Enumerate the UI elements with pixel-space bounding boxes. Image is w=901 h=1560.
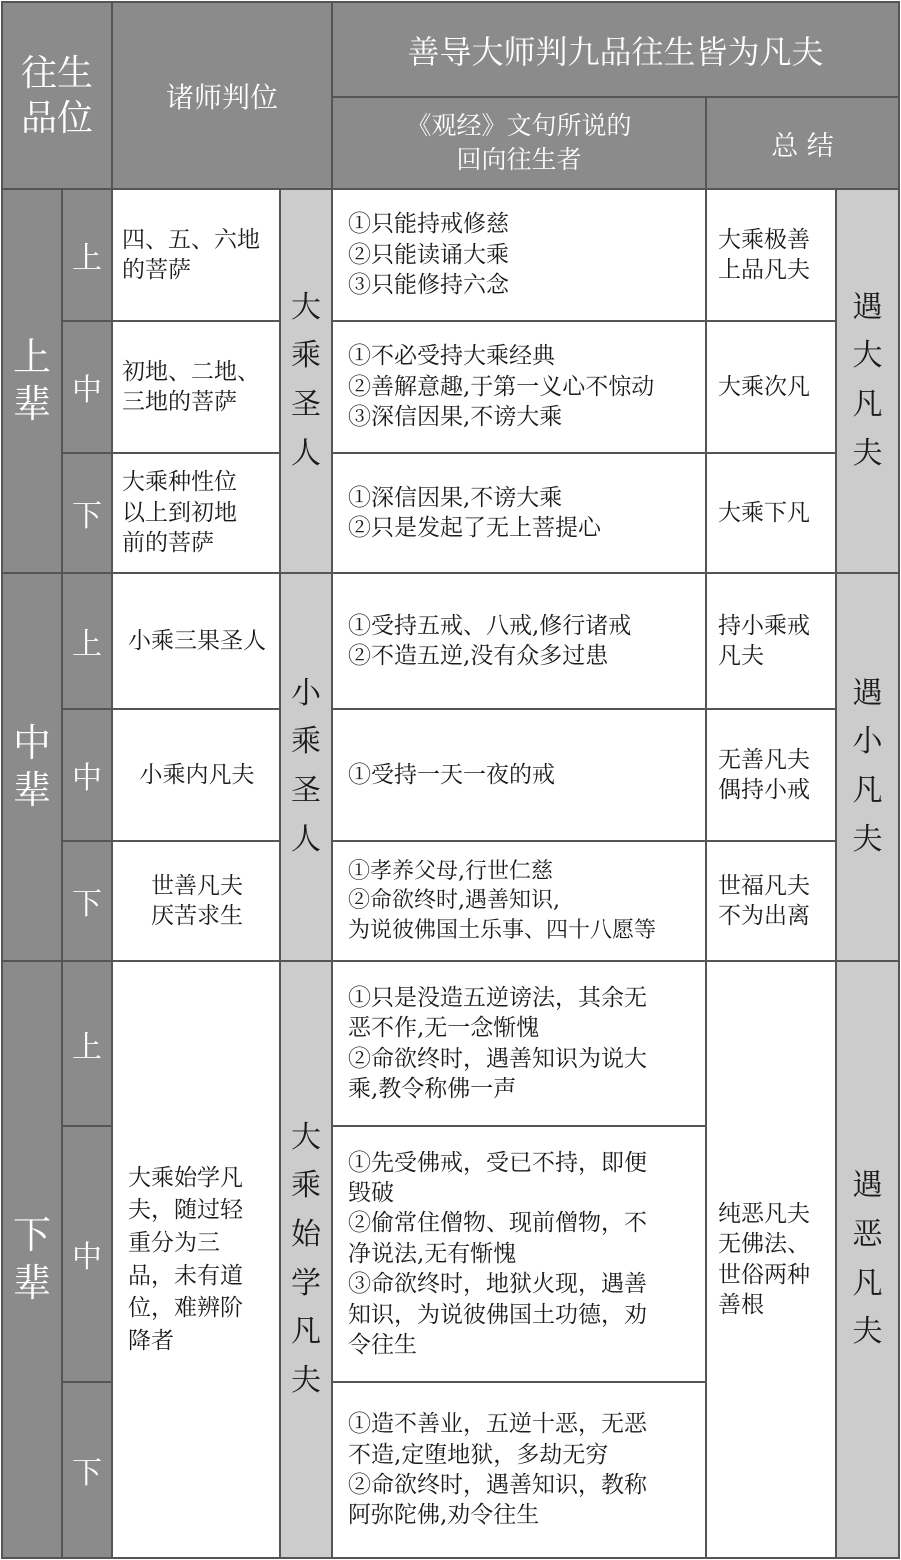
summary-middle-upper: 持小乘戒 凡夫 <box>718 612 810 669</box>
meet-middle: 遇 小 凡 夫 <box>852 675 883 857</box>
quote-middle-middle: ①受持一天一夜的戒 <box>348 761 555 788</box>
quote-middle-lower: ①孝养父母,行世仁慈 ②命欲终时,遇善知识, 为说彼佛国土乐事、四十八愿等 <box>348 859 657 943</box>
sub-grade-lower-upper: 上 <box>72 1029 102 1065</box>
summary-middle-middle: 无善凡夫 偶持小戒 <box>718 746 810 803</box>
desc-upper-middle: 初地、二地、 三地的菩萨 <box>122 358 260 415</box>
sub-grade-upper-upper: 上 <box>72 241 102 276</box>
header-masters-title: 诸师判位 <box>165 80 278 114</box>
quote-lower-lower: ①造不善业，五逆十恶，无恶 不造,定堕地狱，多劫无穷 ②命欲终时，遇善知识，教称 阿弥陀佛,劝令往生 <box>348 1411 647 1529</box>
sub-grade-upper-lower: 下 <box>72 499 102 534</box>
sub-grade-upper-middle: 中 <box>72 373 102 408</box>
quote-middle-upper: ①受持五戒、八戒,修行诸戒 ②不造五逆,没有众多过患 <box>348 612 632 669</box>
summary-middle-lower: 世福凡夫 不为出离 <box>718 872 810 929</box>
sub-grade-middle-middle: 中 <box>72 761 102 796</box>
header-grade-title: 往生 品位 <box>20 52 93 139</box>
quote-lower-upper: ①只是没造五逆谤法，其余无 恶不作,无一念惭愧 ②命欲终时，遇善知识为说大 乘,教令称佛一声 <box>348 984 647 1102</box>
desc-lower: 大乘始学凡 夫，随过轻 重分为三 品，未有道 位，难辨阶 降者 <box>128 1164 243 1354</box>
summary-upper-lower: 大乘下凡 <box>718 499 810 526</box>
sub-grade-lower-lower: 下 <box>72 1456 102 1491</box>
header-summary-title: 总 结 <box>771 130 834 162</box>
summary-upper-middle: 大乘次凡 <box>718 373 810 400</box>
saint-middle: 小 乘 圣 人 <box>291 675 321 857</box>
desc-middle-middle: 小乘内凡夫 <box>139 761 255 788</box>
sub-grade-middle-upper: 上 <box>72 627 102 662</box>
sub-grade-middle-lower: 下 <box>72 887 102 922</box>
sub-grade-lower-middle: 中 <box>72 1240 102 1275</box>
meet-lower: 遇 恶 凡 夫 <box>852 1168 883 1350</box>
header-shandao-title: 善导大师判九品往生皆为凡夫 <box>407 32 824 71</box>
quote-upper-lower: ①深信因果,不谤大乘 ②只是发起了无上菩提心 <box>348 484 601 541</box>
saint-lower: 大 乘 始 学 凡 夫 <box>291 1119 321 1398</box>
quote-upper-middle: ①不必受持大乘经典 ②善解意趣,于第一义心不惊动 ③深信因果,不谤大乘 <box>348 343 655 431</box>
summary-upper-upper: 大乘极善 上品凡夫 <box>718 226 810 283</box>
desc-upper-upper: 四、五、六地 的菩萨 <box>122 226 260 283</box>
saint-upper: 大 乘 圣 人 <box>291 289 321 471</box>
desc-middle-lower: 世善凡夫 厌苦求生 <box>151 872 243 929</box>
desc-middle-upper: 小乘三果圣人 <box>128 627 266 654</box>
grade-upper: 上 辈 <box>12 334 51 426</box>
grade-middle: 中 辈 <box>12 720 51 812</box>
header-sutra-title: 《观经》文句所说的 回向往生者 <box>406 110 632 174</box>
grade-lower: 下 辈 <box>12 1213 51 1305</box>
desc-upper-lower: 大乘种性位 以上到初地 前的菩萨 <box>122 469 237 557</box>
quote-lower-middle: ①先受佛戒，受已不持，即便 毁破 ②偷常住僧物、现前僧物，不 净说法,无有惭愧 ③命欲终时，地狱火现，遇善 知识，为说彼佛国土功德，劝 令往生 <box>348 1149 647 1358</box>
quote-upper-upper: ①只能持戒修慈 ②只能读诵大乘 ③只能修持六念 <box>348 211 509 299</box>
summary-lower: 纯恶凡夫 无佛法、 世俗两种 善根 <box>718 1200 810 1318</box>
meet-upper: 遇 大 凡 夫 <box>852 289 883 471</box>
